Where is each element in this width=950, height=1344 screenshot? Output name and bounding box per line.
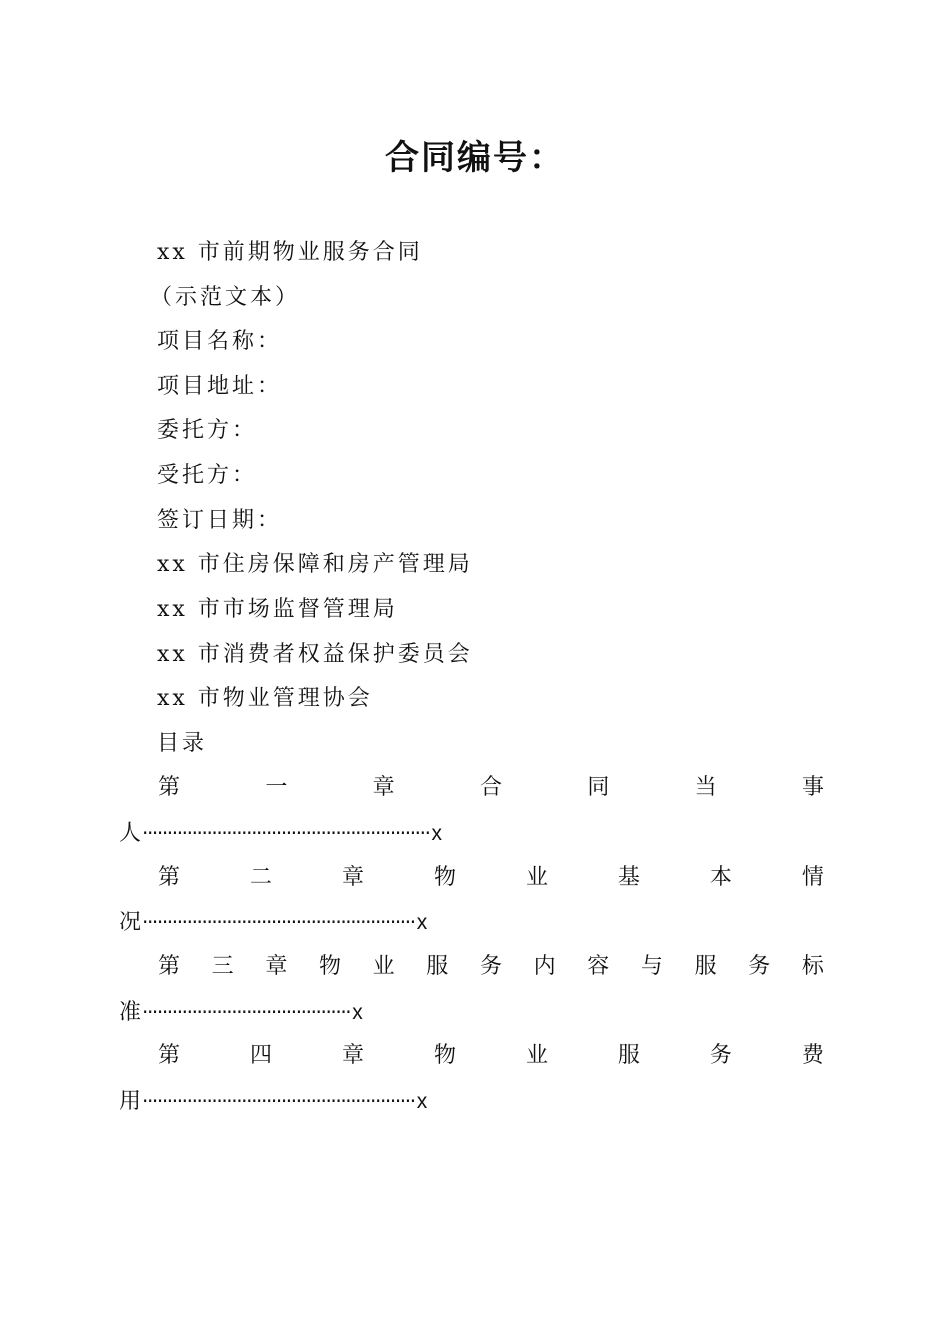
toc-char: 业 (372, 954, 395, 979)
issuer-consumer-committee: xx 市消费者权益保护委员会 (157, 642, 473, 667)
toc-char: 章 (265, 954, 288, 979)
toc-char: 同 (587, 775, 610, 800)
toc-char: 服 (426, 954, 449, 979)
toc-page-number: x (352, 1001, 364, 1024)
field-signing-date: 签订日期： (157, 508, 283, 533)
toc-char: 务 (709, 1043, 732, 1068)
field-project-name: 项目名称： (157, 329, 283, 354)
toc-char: 务 (479, 954, 502, 979)
toc-char: 务 (748, 954, 771, 979)
toc-char: 物 (433, 865, 456, 890)
toc-char: 章 (341, 1043, 364, 1068)
toc-entry-1-tail (119, 818, 443, 849)
toc-char: 标 (801, 954, 824, 979)
toc-entry-1-line (158, 773, 824, 803)
toc-char: 当 (694, 775, 717, 800)
toc-char: 四 (249, 1043, 272, 1068)
toc-last-char: 用 (119, 1089, 143, 1114)
toc-char: 物 (318, 954, 341, 979)
toc-entry-2-line (158, 863, 824, 893)
toc-char: 合 (479, 775, 502, 800)
field-contractor: 受托方： (157, 463, 258, 488)
toc-char: 第 (158, 954, 181, 979)
issuer-housing-bureau: xx 市住房保障和房产管理局 (157, 552, 473, 577)
toc-char: 业 (525, 865, 548, 890)
toc-char: 章 (372, 775, 395, 800)
toc-char: 三 (211, 954, 234, 979)
toc-leader-dots: ······················································· (142, 910, 415, 934)
toc-leader-dots: ······················································· (142, 1089, 415, 1113)
toc-page-number: x (416, 911, 429, 934)
issuer-market-supervision: xx 市市场监督管理局 (157, 597, 398, 622)
field-client: 委托方： (157, 418, 258, 443)
toc-char: 二 (249, 865, 272, 890)
toc-char: 本 (709, 865, 732, 890)
toc-entry-3-tail (119, 997, 364, 1028)
toc-char: 第 (158, 1043, 181, 1068)
toc-char: 费 (801, 1043, 824, 1068)
field-project-address: 项目地址： (157, 374, 283, 399)
toc-last-char: 人 (119, 821, 143, 846)
toc-char: 与 (640, 954, 663, 979)
toc-char: 容 (587, 954, 610, 979)
toc-entry-2-tail (119, 907, 428, 938)
toc-page-number: x (416, 1090, 429, 1113)
contract-number-title: 合同编号： (385, 138, 565, 178)
issuer-property-association: xx 市物业管理协会 (157, 686, 373, 711)
toc-entry-4-line (158, 1041, 824, 1071)
contract-name: xx 市前期物业服务合同 (157, 240, 423, 265)
toc-char: 情 (801, 865, 824, 890)
toc-char: 物 (433, 1043, 456, 1068)
toc-char: 第 (158, 775, 181, 800)
toc-leader-dots: ·········································· (142, 1000, 351, 1024)
toc-char: 服 (694, 954, 717, 979)
toc-char: 事 (801, 775, 824, 800)
version-note: （示范文本） (150, 285, 301, 310)
toc-char: 业 (525, 1043, 548, 1068)
toc-char: 一 (265, 775, 288, 800)
toc-char: 基 (617, 865, 640, 890)
toc-entry-3-line (158, 952, 824, 982)
toc-leader-dots: ·························································· (142, 821, 430, 845)
toc-last-char: 准 (119, 1000, 143, 1025)
toc-char: 第 (158, 865, 181, 890)
toc-entry-4-tail (119, 1086, 428, 1117)
toc-char: 章 (341, 865, 364, 890)
toc-heading: 目录 (157, 731, 208, 756)
toc-last-char: 况 (119, 910, 143, 935)
toc-page-number: x (431, 822, 444, 845)
toc-char: 服 (617, 1043, 640, 1068)
toc-char: 内 (533, 954, 556, 979)
